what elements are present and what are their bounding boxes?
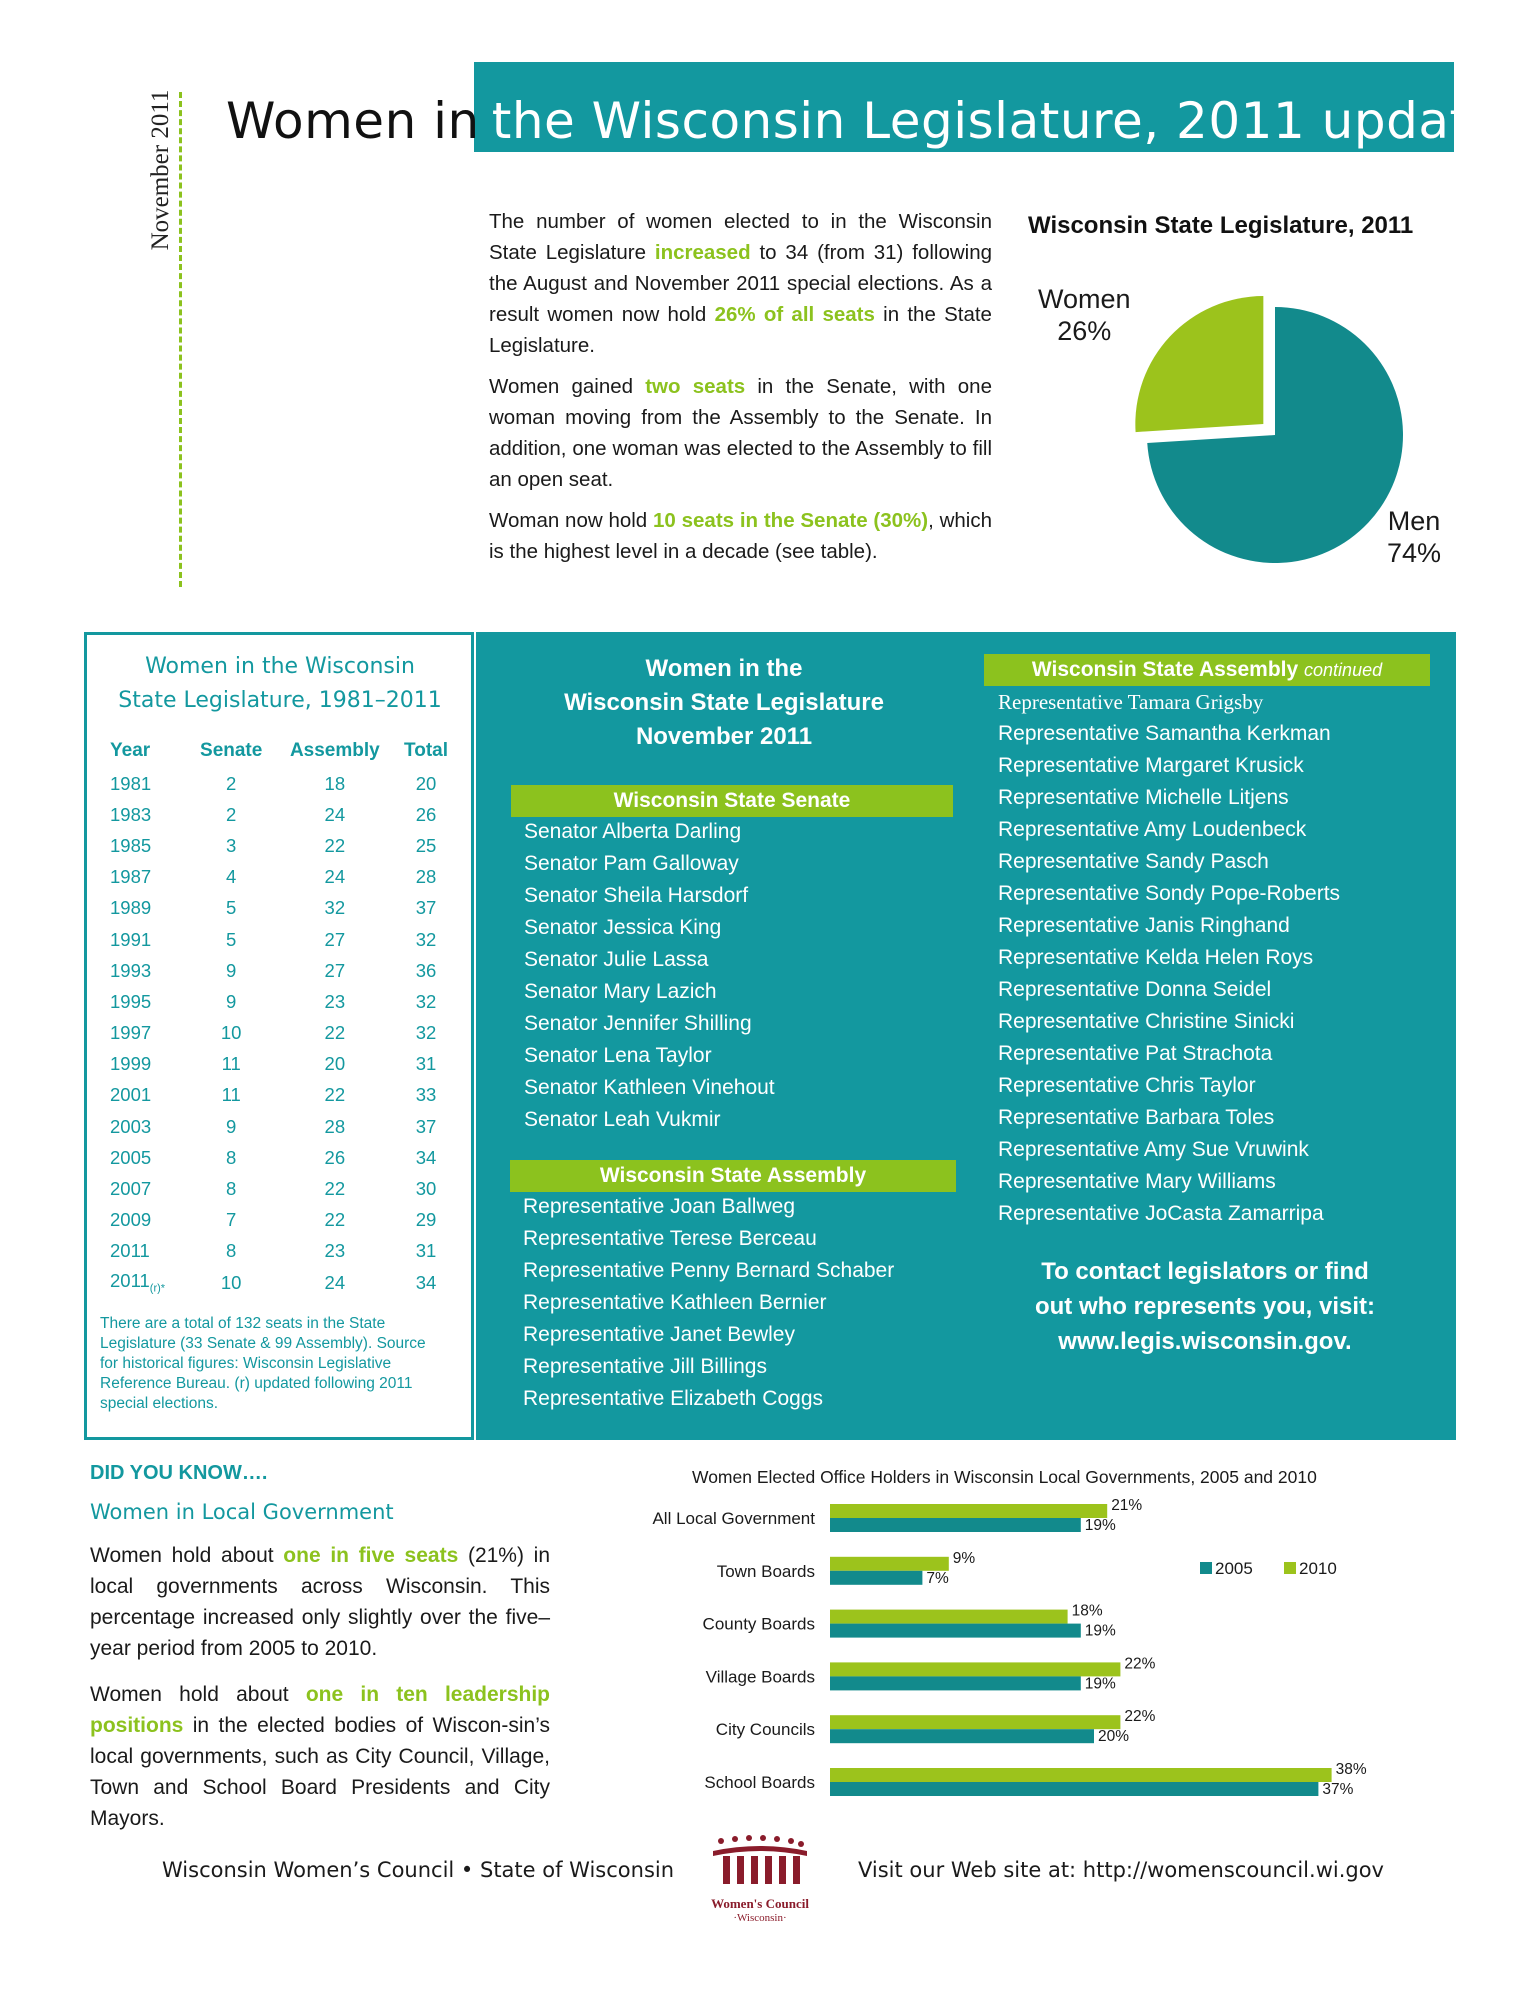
table-row [100, 1205, 456, 1236]
table-cell: 22 [324, 1084, 346, 1106]
legislator-name: Senator Leah Vukmir [524, 1108, 721, 1131]
category-label: School Boards [704, 1773, 815, 1792]
column-header: Assembly [289, 740, 380, 761]
table-cell: 8 [226, 1146, 237, 1168]
table-cell: 1999 [110, 1053, 152, 1075]
did-you-know-heading: DID YOU KNOW…. [90, 1462, 268, 1484]
table-row [100, 1111, 456, 1142]
page-title: Women in the Wisconsin Legislature, 2011 update [226, 92, 1501, 150]
table-cell: 9 [226, 959, 237, 981]
legislator-name: Representative Margaret Krusick [998, 754, 1304, 777]
table-row [100, 986, 456, 1017]
local-paragraph-1: Women hold about one in five seats (21%) in local governments across Wisconsin. This percentage increased only slightly over the five–year period from 2005 to 2010. [90, 1544, 551, 1660]
table-row [100, 955, 456, 986]
table-cell: 8 [226, 1240, 237, 1262]
table-cell: 20 [415, 772, 437, 794]
pie-slice-women [1135, 296, 1263, 432]
local-government-text [90, 1540, 550, 1849]
table-row [100, 862, 456, 893]
table-row [100, 924, 456, 955]
intro-text [489, 206, 992, 577]
legislator-name: Representative Samantha Kerkman [998, 722, 1331, 745]
table-cell: 1987 [110, 866, 152, 888]
table-cell: 7 [226, 1209, 237, 1231]
bar-2005 [830, 1676, 1081, 1690]
bar-chart [600, 1490, 1420, 1820]
data-label-2005: 19% [1084, 1622, 1116, 1640]
category-label: All Local Government [652, 1509, 815, 1528]
table-cell: 32 [415, 1022, 437, 1044]
legislator-name: Representative Amy Sue Vruwink [998, 1138, 1309, 1161]
legislator-name: Senator Lena Taylor [524, 1044, 712, 1067]
bar-2010 [830, 1662, 1120, 1676]
bar-2005 [830, 1782, 1318, 1796]
table-row [100, 1142, 456, 1173]
data-label-2010: 9% [952, 1549, 976, 1567]
legend-label-2010: 2010 [1299, 1559, 1337, 1578]
legend-label-2005: 2005 [1215, 1559, 1253, 1578]
table-cell: 23 [324, 990, 346, 1012]
legislator-name: Representative Christine Sinicki [998, 1010, 1295, 1033]
intro-paragraph-2: Women gained two seats in the Senate, with one woman moving from the Assembly to the Senate. In addition, one woman was elected to the Assembly to fill an open seat. [489, 375, 992, 491]
table-cell: 22 [324, 834, 346, 856]
category-label: Village Boards [705, 1667, 815, 1687]
table-cell: 24 [324, 803, 346, 825]
table-cell: 28 [324, 1115, 346, 1137]
legislator-name: Senator Pam Galloway [524, 852, 739, 875]
intro-paragraph-1: The number of women elected to in the Wisconsin State Legislature increased to 34 (from 31) following the August and November 2011 special elections. As a result women now hold 26% of all seats in the State Legislature. [489, 210, 993, 357]
column-header: Total [404, 740, 448, 761]
data-label-2005: 7% [926, 1569, 949, 1587]
legislator-name: Senator Kathleen Vinehout [524, 1076, 775, 1099]
table-cell: 1991 [110, 928, 152, 950]
columns-logo-icon [705, 1835, 815, 1891]
legislator-name: Representative Mary Williams [998, 1170, 1276, 1193]
legislator-name: Senator Jessica King [524, 916, 722, 939]
assembly-list [523, 1191, 894, 1415]
category-label: County Boards [702, 1614, 815, 1634]
data-label-2010: 38% [1335, 1761, 1367, 1778]
table-row [100, 1018, 456, 1049]
bar-2005 [830, 1518, 1081, 1532]
data-label-2005: 19% [1084, 1675, 1116, 1693]
dashed-divider [179, 92, 182, 587]
legislator-name: Representative Amy Loudenbeck [998, 818, 1307, 841]
table-cell: 37 [415, 1115, 437, 1137]
legislators-title: Women in the Wisconsin State Legislature November 2011 [564, 655, 884, 750]
table-row [100, 1173, 456, 1204]
table-cell: 34 [415, 1146, 437, 1168]
table-cell: 2005 [110, 1146, 152, 1168]
senate-list [524, 816, 775, 1136]
legislator-name: Representative Jill Billings [523, 1355, 767, 1378]
bar-2010 [830, 1504, 1107, 1518]
legislator-name: Representative Tamara Grigsby [998, 690, 1264, 714]
table-cell: 31 [415, 1053, 437, 1075]
womens-council-logo: Women's Council ·Wisconsin· [700, 1835, 820, 1925]
table-cell: 23 [324, 1240, 346, 1262]
table-row [100, 799, 456, 830]
history-header-row [100, 734, 456, 768]
table-cell: 26 [415, 803, 437, 825]
table-cell: 32 [415, 990, 437, 1012]
table-cell: 28 [415, 866, 437, 888]
legislator-name: Senator Jennifer Shilling [524, 1012, 752, 1035]
assembly-continued-heading: Wisconsin State Assembly continued [984, 654, 1430, 686]
pie-chart [1110, 280, 1410, 580]
legislator-name: Representative Donna Seidel [998, 978, 1272, 1001]
table-row: $2011_{(r)*}$ 10 24 34 [110, 1270, 437, 1295]
bar-2010 [830, 1610, 1068, 1624]
table-cell: 31 [415, 1240, 437, 1262]
pie-label-men: Men 74% [1387, 506, 1442, 568]
table-cell: 1983 [110, 803, 152, 825]
legislator-name: Senator Julie Lassa [524, 948, 709, 971]
legislator-name: Representative Penny Bernard Schaber [523, 1259, 895, 1282]
table-row [100, 1049, 456, 1080]
table-cell: 9 [226, 990, 237, 1012]
table-cell: 8 [226, 1178, 237, 1200]
table-cell: 1993 [110, 959, 152, 981]
legend-swatch-2010 [1284, 1562, 1296, 1574]
legislator-name: Representative Kathleen Bernier [523, 1291, 827, 1314]
table-cell: 20 [324, 1053, 346, 1075]
column-header: Senate [200, 740, 263, 761]
table-row [100, 830, 456, 861]
legislator-name: Representative Elizabeth Coggs [523, 1387, 824, 1410]
data-label-2010: 22% [1124, 1655, 1156, 1673]
bar-2010 [830, 1715, 1120, 1729]
table-row [100, 893, 456, 924]
table-cell: 32 [324, 897, 346, 919]
data-label-2005: 20% [1098, 1728, 1130, 1746]
legislator-name: Representative Chris Taylor [998, 1074, 1256, 1097]
table-cell: 1995 [110, 990, 152, 1012]
table-row [100, 1080, 456, 1111]
table-cell: 2011 [110, 1240, 150, 1262]
data-label-2005: 19% [1084, 1517, 1116, 1534]
legislator-name: Representative Terese Berceau [523, 1227, 817, 1250]
table-cell: 26 [324, 1146, 346, 1168]
column-header: Year [110, 740, 151, 761]
bar-2005 [830, 1729, 1094, 1743]
assembly-heading: Wisconsin State Assembly [510, 1160, 956, 1192]
legislator-name: Representative Joan Ballweg [523, 1195, 795, 1218]
category-label: City Councils [715, 1720, 815, 1740]
table-cell: 1997 [110, 1022, 152, 1044]
pie-chart-title: Wisconsin State Legislature, 2011 [1028, 212, 1414, 239]
table-cell: 18 [324, 772, 346, 794]
table-cell: 25 [415, 834, 437, 856]
bar-2010 [830, 1768, 1332, 1782]
table-cell: 37 [415, 897, 437, 919]
legislator-name: Representative Sandy Pasch [998, 850, 1269, 873]
contact-info: To contact legislators or find out who represents you, visit: www.legis.wisconsin.gov. [990, 1254, 1420, 1359]
table-cell: 29 [415, 1209, 437, 1231]
data-label-2005: 37% [1322, 1781, 1354, 1798]
footer-organization: Wisconsin Women’s Council • State of Wisconsin [162, 1858, 675, 1882]
data-label-2010: 22% [1124, 1708, 1156, 1726]
legislator-name: Representative Michelle Litjens [998, 786, 1289, 809]
legend-swatch-2005 [1200, 1562, 1212, 1574]
table-cell: 36 [415, 959, 437, 981]
legislator-name: Representative Janet Bewley [523, 1323, 795, 1346]
data-label-2010: 18% [1071, 1602, 1103, 1620]
assembly-continued-list [998, 686, 1340, 1230]
bar-2005 [830, 1624, 1081, 1638]
table-cell: 10 [220, 1022, 242, 1044]
legislator-name: Representative Sondy Pope-Roberts [998, 882, 1341, 905]
table-cell: 2 [226, 772, 237, 794]
legislator-name: Representative Barbara Toles [998, 1106, 1275, 1129]
table-cell: 2001 [110, 1084, 152, 1106]
table-cell: 33 [415, 1084, 437, 1106]
table-cell: 32 [415, 928, 437, 950]
pie-label-women: Women 26% [1038, 284, 1131, 346]
bar-chart-title: Women Elected Office Holders in Wisconsin Local Governments, 2005 and 2010 [692, 1467, 1317, 1487]
table-cell: 1985 [110, 834, 152, 856]
local-government-subheading: Women in Local Government [90, 1500, 394, 1524]
bar-2010 [830, 1557, 949, 1571]
table-cell: 11 [221, 1053, 241, 1075]
table-row [100, 768, 456, 799]
intro-paragraph-3: Woman now hold 10 seats in the Senate (30%), which is the highest level in a decade (see table). [489, 509, 992, 563]
table-cell: 27 [324, 959, 346, 981]
legislator-name: Representative Janis Ringhand [998, 914, 1290, 937]
table-cell: 11 [221, 1084, 241, 1106]
table-cell: 2003 [110, 1115, 152, 1137]
bar-2005 [830, 1571, 922, 1585]
footer-website[interactable]: Visit our Web site at: http://womenscouncil.wi.gov [858, 1858, 1384, 1882]
history-title: Women in the Wisconsin State Legislature, 1981–2011 [118, 654, 442, 713]
category-label: Town Boards [716, 1561, 815, 1581]
table-cell: 1981 [110, 772, 152, 794]
table-cell: 5 [226, 928, 237, 950]
table-cell: 22 [324, 1209, 346, 1231]
legislator-name: Representative Kelda Helen Roys [998, 946, 1314, 969]
table-cell: 2007 [110, 1178, 152, 1200]
history-table [100, 734, 456, 1298]
side-date: November 2011 [147, 89, 174, 251]
table-cell: 3 [226, 834, 237, 856]
legislator-name: Senator Alberta Darling [524, 820, 742, 843]
contact-link[interactable]: www.legis.wisconsin.gov. [1058, 1328, 1352, 1355]
table-cell: 1989 [110, 897, 152, 919]
table-cell: 9 [226, 1115, 237, 1137]
table-cell: 27 [324, 928, 346, 950]
data-label-2010: 21% [1111, 1497, 1143, 1514]
senate-heading: Wisconsin State Senate [511, 785, 953, 817]
history-note: There are a total of 132 seats in the State Legislature (33 Senate & 99 Assembly). Source for historical figures: Wisconsin Legislative Reference Bureau. (r) updated following 2011 special elections. [100, 1315, 426, 1412]
local-paragraph-2: Women hold about one in ten leadership positions in the elected bodies of Wiscon-sin’s local governments, such as City Council, Village, Town and School Board Presidents and City Mayors. [90, 1683, 550, 1830]
table-cell: 2 [226, 803, 237, 825]
table-cell: 24 [324, 866, 346, 888]
legislator-name: Representative JoCasta Zamarripa [998, 1202, 1324, 1225]
table-row [100, 1236, 456, 1267]
table-cell: 4 [226, 866, 237, 888]
legislator-name: Representative Pat Strachota [998, 1042, 1273, 1065]
legislator-name: Senator Mary Lazich [524, 980, 717, 1003]
table-cell: 5 [226, 897, 237, 919]
table-cell: 2009 [110, 1209, 152, 1231]
legislator-name: Senator Sheila Harsdorf [524, 884, 749, 907]
table-cell: 22 [324, 1022, 346, 1044]
table-cell: 30 [415, 1178, 437, 1200]
table-cell: 22 [324, 1178, 346, 1200]
